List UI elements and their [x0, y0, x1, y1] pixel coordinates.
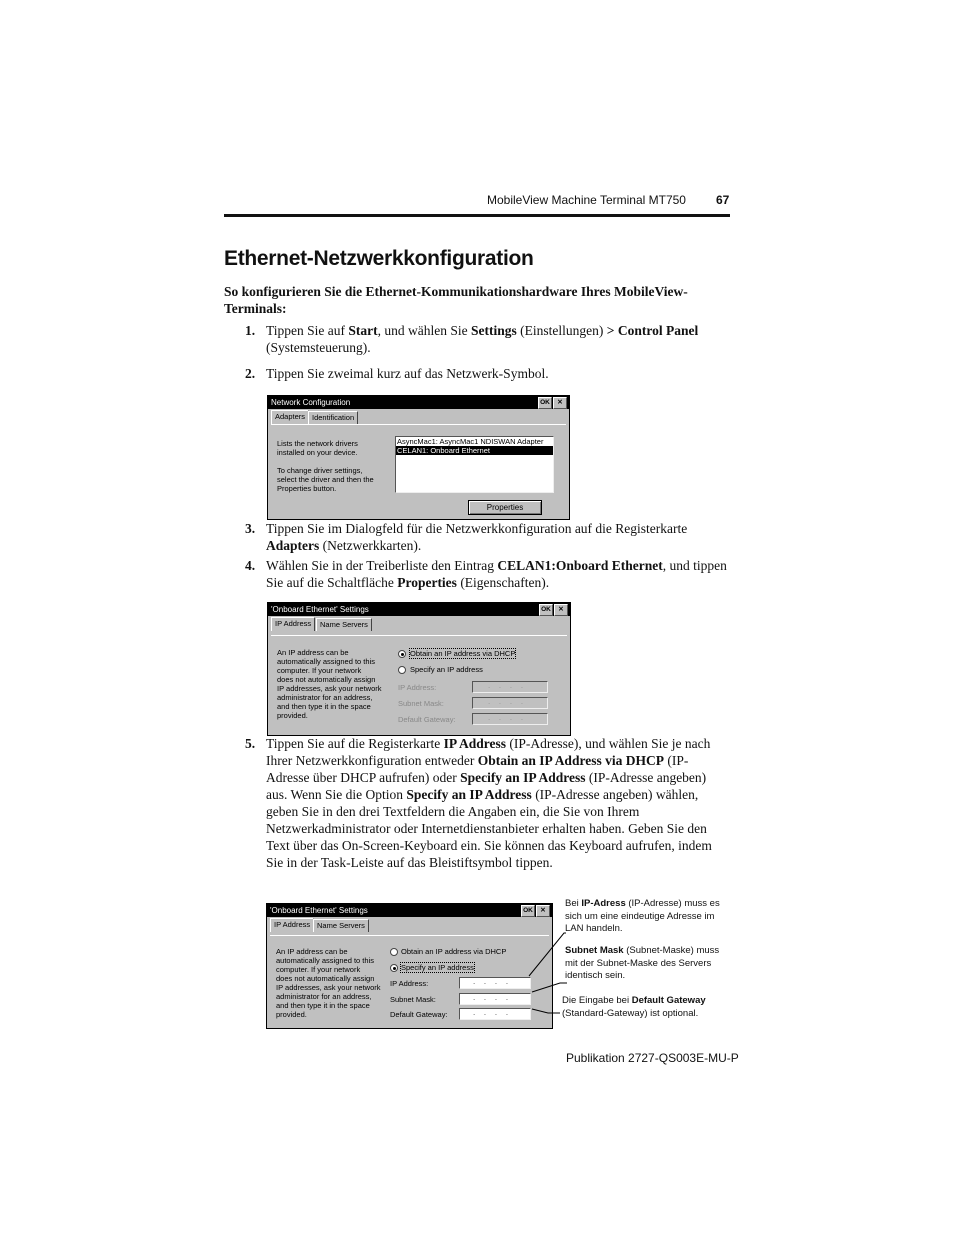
ok-button[interactable]: OK: [521, 905, 535, 917]
step-number: 2.: [245, 366, 256, 381]
dialog-title: Network Configuration: [271, 398, 351, 407]
tab-name-servers[interactable]: Name Servers: [313, 919, 369, 932]
note-default-gateway: Die Eingabe bei Default Gateway (Standard-Gateway) ist optional.: [562, 995, 706, 1019]
step-number: 1.: [245, 323, 256, 338]
step-text: Tippen Sie auf Start, und wählen Sie Settings (Einstellungen) > Control Panel (Systemsteuerung).: [266, 323, 699, 355]
step-number: 5.: [245, 736, 256, 751]
default-gateway-label: Default Gateway:: [390, 1010, 448, 1019]
step-number: 4.: [245, 558, 256, 573]
tab-name-servers[interactable]: Name Servers: [316, 618, 372, 631]
default-gateway-field[interactable]: ....: [472, 713, 548, 725]
properties-button[interactable]: Properties: [468, 500, 542, 515]
step-text: Tippen Sie im Dialogfeld für die Netzwerkkonfiguration auf die Registerkarte Adapters (Netzwerkkarten).: [266, 521, 688, 553]
subnet-mask-label: Subnet Mask:: [390, 995, 436, 1004]
list-item[interactable]: AsyncMac1: AsyncMac1 NDISWAN Adapter: [397, 437, 544, 446]
ip-address-field[interactable]: ....: [472, 681, 548, 693]
callout-line-subnet: [532, 983, 567, 992]
close-icon[interactable]: ✕: [553, 397, 567, 409]
list-item-selected[interactable]: CELAN1: Onboard Ethernet: [396, 446, 553, 455]
close-icon[interactable]: ✕: [554, 604, 568, 616]
ip-address-field[interactable]: ....: [459, 977, 531, 989]
dialog-title: 'Onboard Ethernet' Settings: [270, 906, 368, 915]
tab-adapters[interactable]: Adapters: [271, 410, 309, 424]
callout-line-ip: [529, 933, 566, 976]
ip-description: An IP address can be automatically assigned to this computer. If your network does not automatically assign IP addresses, ask your network administrator for an address, and then type it in the space provided.: [276, 947, 381, 1019]
step-text: Tippen Sie zweimal kurz auf das Netzwerk-Symbol.: [266, 366, 549, 381]
step-text: Tippen Sie auf die Registerkarte IP Address (IP-Adresse), und wählen Sie je nach Ihrer Netzwerkkonfiguration entweder Obtain an IP Address via DHCP (IP-Adresse über DHCP aufrufen) oder Specify an IP Address (IP-Adresse angeben) aus. Wenn Sie die Option Specify an IP Address (IP-Adresse angeben) wählen, geben Sie in den drei Textfeldern die Angaben ein, die Sie von Ihrem Netzwerkadministrator oder Internetdienstanbieter erhalten haben. Geben Sie den Text über das On-Screen-Keyboard ein. Sie können das Keyboard aufrufen, indem Sie in der Task-Leiste auf das Bleistiftsymbol tippen.: [266, 736, 712, 870]
tab-identification[interactable]: Identification: [308, 411, 358, 424]
ok-button[interactable]: OK: [538, 397, 552, 409]
subnet-mask-field[interactable]: ....: [459, 993, 531, 1005]
specify-ip-radio-label[interactable]: Specify an IP address: [401, 963, 474, 972]
driver-settings-hint: To change driver settings, select the driver and then the Properties button.: [277, 466, 374, 493]
default-gateway-label: Default Gateway:: [398, 715, 456, 724]
specify-ip-radio-label[interactable]: Specify an IP address: [410, 665, 483, 674]
page-number: 67: [716, 193, 730, 207]
section-heading: Ethernet-Netzwerkkonfiguration: [224, 247, 534, 270]
ip-address-label: IP Address:: [390, 979, 429, 988]
ip-description: An IP address can be automatically assigned to this computer. If your network does not automatically assign IP addresses, ask your network administrator for an address, and then type it in the space provided.: [277, 648, 382, 720]
tab-ip-address[interactable]: IP Address: [270, 918, 314, 932]
default-gateway-field[interactable]: ....: [459, 1008, 531, 1020]
publication-footer: Publikation 2727-QS003E-MU-P: [566, 1051, 739, 1065]
subnet-mask-field[interactable]: ....: [472, 697, 548, 709]
close-icon[interactable]: ✕: [536, 905, 550, 917]
tab-ip-address[interactable]: IP Address: [271, 617, 315, 631]
intro-text: So konfigurieren Sie die Ethernet-Kommunikationshardware Ihres MobileView-Terminals:: [224, 284, 688, 316]
ok-button[interactable]: OK: [539, 604, 553, 616]
ip-address-label: IP Address:: [398, 683, 437, 692]
note-subnet-mask: Subnet Mask (Subnet-Maske) muss mit der Subnet-Maske des Servers identisch sein.: [565, 945, 720, 981]
adapters-description: Lists the network drivers installed on your device.: [277, 439, 358, 457]
dhcp-radio-label[interactable]: Obtain an IP address via DHCP: [401, 947, 507, 956]
running-header: MobileView Machine Terminal MT750: [487, 193, 686, 207]
callout-line-gateway: [532, 1009, 560, 1013]
step-number: 3.: [245, 521, 256, 536]
subnet-mask-label: Subnet Mask:: [398, 699, 444, 708]
dhcp-radio-label[interactable]: Obtain an IP address via DHCP: [410, 649, 516, 658]
dialog-title: 'Onboard Ethernet' Settings: [271, 605, 369, 614]
note-ip-address: Bei IP-Adress (IP-Adresse) muss es sich um eine eindeutige Adresse im LAN handeln.: [565, 898, 720, 934]
step-text: Wählen Sie in der Treiberliste den Eintrag CELAN1:Onboard Ethernet, und tippen Sie auf die Schaltfläche Properties (Eigenschaften).: [266, 558, 727, 590]
